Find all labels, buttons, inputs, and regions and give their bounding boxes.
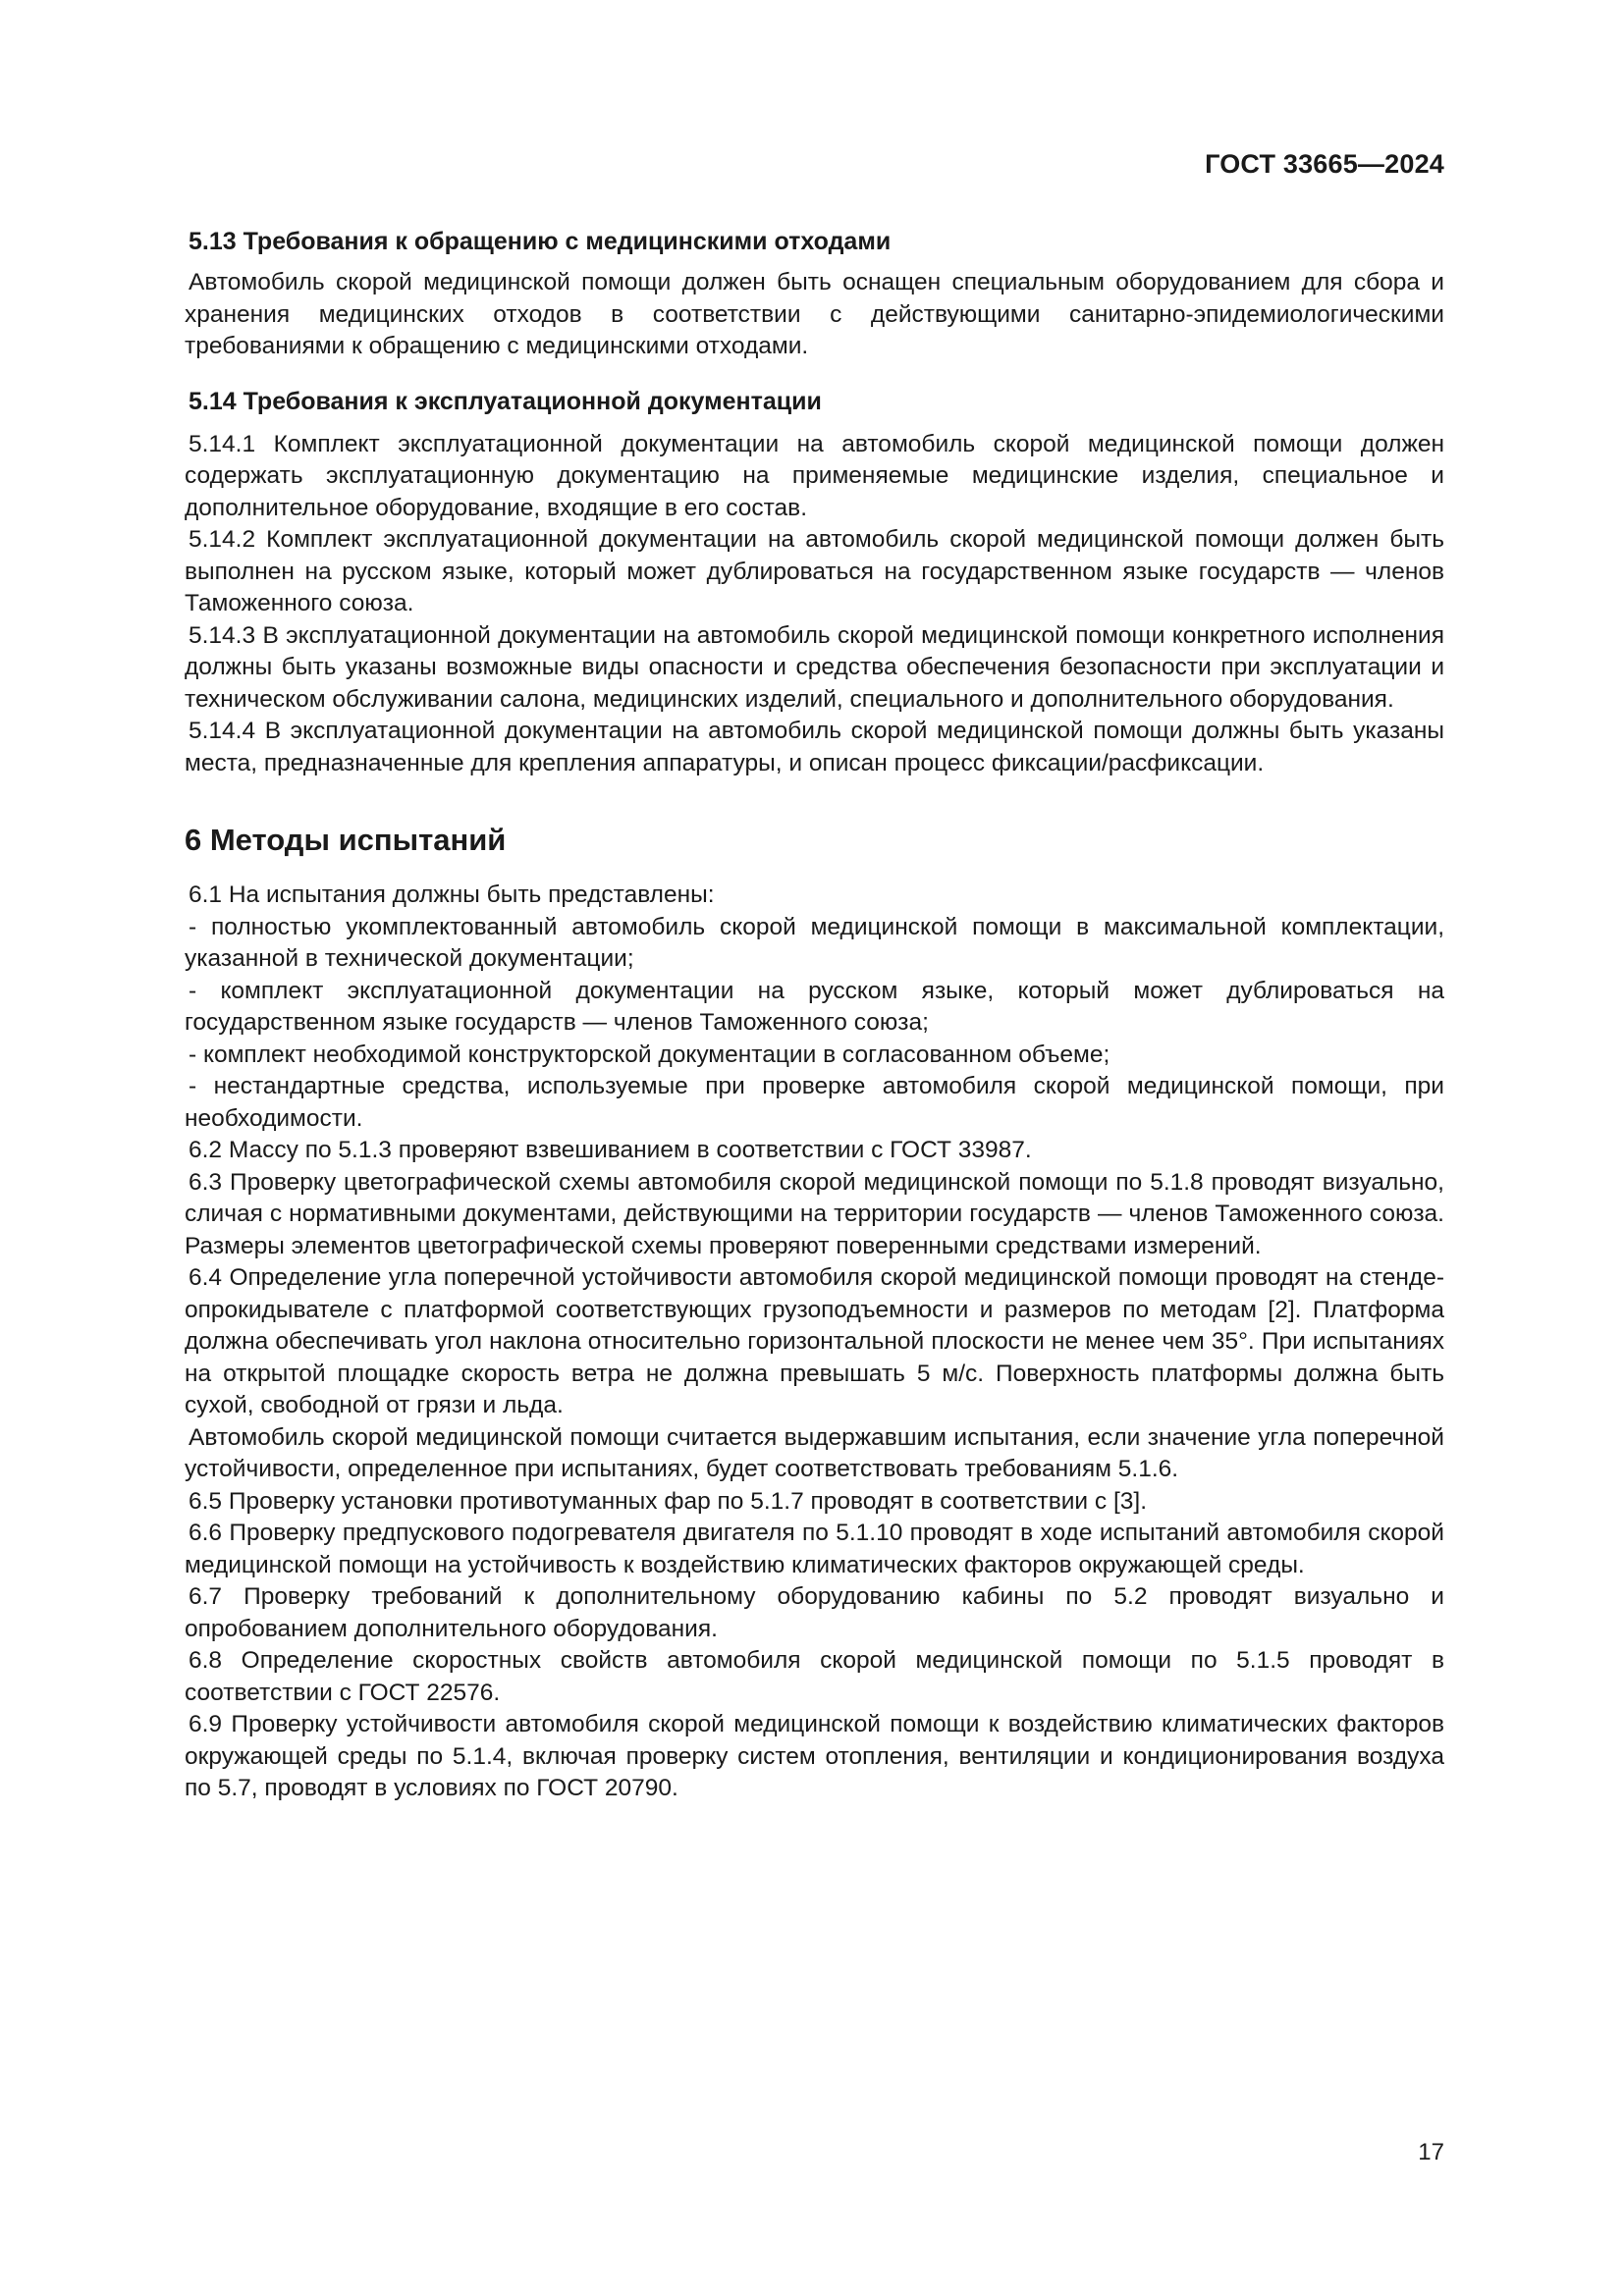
paragraph-6-5: 6.5 Проверку установки противотуманных фар по 5.1.7 проводят в соответствии с [3].: [189, 1487, 1148, 1515]
paragraph-6-8: 6.8 Определение скоростных свойств автомобиля скорой медицинской помощи по 5.1.5 проводят в соответствии с ГОСТ 22576.: [185, 1647, 1444, 1706]
paragraph-5-13: Автомобиль скорой медицинской помощи должен быть оснащен специальным оборудованием для сбора и хранения медицинских отходов в соответствии с действующими санитарно-эпидемиологическими требованиями к обращению с медицинскими отходами.: [185, 269, 1444, 359]
page-content: [185, 226, 1444, 1805]
paragraph-5-14-1: 5.14.1 Комплект эксплуатационной документации на автомобиль скорой медицинской помощи должен содержать эксплуатационную документацию на применяемые медицинские изделия, специальное и дополнительное оборудование, входящие в его состав.: [185, 430, 1444, 521]
paragraph-5-14-3: 5.14.3 В эксплуатационной документации на автомобиль скорой медицинской помощи конкретного исполнения должны быть указаны возможные виды опасности и средства обеспечения безопасности при эксплуатации и техническом обслуживании салона, медицинских изделий, специального и дополнительного оборудования.: [185, 621, 1444, 713]
paragraph-6-2: 6.2 Массу по 5.1.3 проверяют взвешиванием в соответствии с ГОСТ 33987.: [189, 1137, 1032, 1163]
list-item-6-1-c: - комплект необходимой конструкторской документации в согласованном объеме;: [189, 1041, 1110, 1068]
paragraph-6-3: 6.3 Проверку цветографической схемы автомобиля скорой медицинской помощи по 5.1.8 проводят визуально, сличая с нормативными документами, действующими на территории государств — членов Таможенного союза. Размеры элементов цветографической схемы проверяют поверенными средствами измерений.: [185, 1168, 1444, 1259]
document-code: ГОСТ 33665—2024: [1205, 149, 1444, 179]
page-number: 17: [1418, 2139, 1444, 2165]
paragraph-6-7: 6.7 Проверку требований к дополнительному оборудованию кабины по 5.2 проводят визуально и опробованием дополнительного оборудования.: [185, 1583, 1444, 1642]
paragraph-6-4: 6.4 Определение угла поперечной устойчивости автомобиля скорой медицинской помощи проводят на стенде-опрокидывателе с платформой соответствующих грузоподъемности и размеров по методам [2]. Платформа должна обеспечивать угол наклона относительно горизонтальной плоскости не менее чем 35°. При испытаниях на открытой площадке скорость ветра не должна превышать 5 м/с. Поверхность платформы должна быть сухой, свободной от грязи и льда.: [185, 1264, 1444, 1418]
paragraph-6-1: 6.1 На испытания должны быть представлены:: [189, 881, 715, 908]
paragraph-5-14-2: 5.14.2 Комплект эксплуатационной документации на автомобиль скорой медицинской помощи должен быть выполнен на русском языке, который может дублироваться на государственном языке государств — членов Таможенного союза.: [185, 526, 1444, 616]
paragraph-6-6: 6.6 Проверку предпускового подогревателя двигателя по 5.1.10 проводят в ходе испытаний автомобиля скорой медицинской помощи на устойчивость к воздействию климатических факторов окружающей среды.: [185, 1520, 1444, 1578]
paragraph-6-4-result: Автомобиль скорой медицинской помощи считается выдержавшим испытания, если значение угла поперечной устойчивости, определенное при испытаниях, будет соответствовать требованиям 5.1.6.: [185, 1423, 1444, 1482]
paragraph-6-9: 6.9 Проверку устойчивости автомобиля скорой медицинской помощи к воздействию климатических факторов окружающей среды по 5.1.4, включая проверку систем отопления, вентиляции и кондиционирования воздуха по 5.7, проводят в условиях по ГОСТ 20790.: [185, 1711, 1444, 1801]
list-item-6-1-d: - нестандартные средства, используемые при проверке автомобиля скорой медицинской помощи, при необходимости.: [185, 1073, 1444, 1132]
list-item-6-1-a: - полностью укомплектованный автомобиль скорой медицинской помощи в максимальной комплектации, указанной в технической документации;: [185, 913, 1444, 972]
subsection-heading-5-13: 5.13 Требования к обращению с медицинскими отходами: [189, 228, 892, 255]
section-heading-6: 6 Методы испытаний: [185, 823, 507, 857]
subsection-heading-5-14: 5.14 Требования к эксплуатационной документации: [189, 387, 822, 415]
paragraph-5-14-4: 5.14.4 В эксплуатационной документации на автомобиль скорой медицинской помощи должны быть указаны места, предназначенные для крепления аппаратуры, и описан процесс фиксации/расфиксации.: [185, 718, 1444, 776]
list-item-6-1-b: - комплект эксплуатационной документации на русском языке, который может дублироваться на государственном языке государств — членов Таможенного союза;: [185, 977, 1444, 1036]
